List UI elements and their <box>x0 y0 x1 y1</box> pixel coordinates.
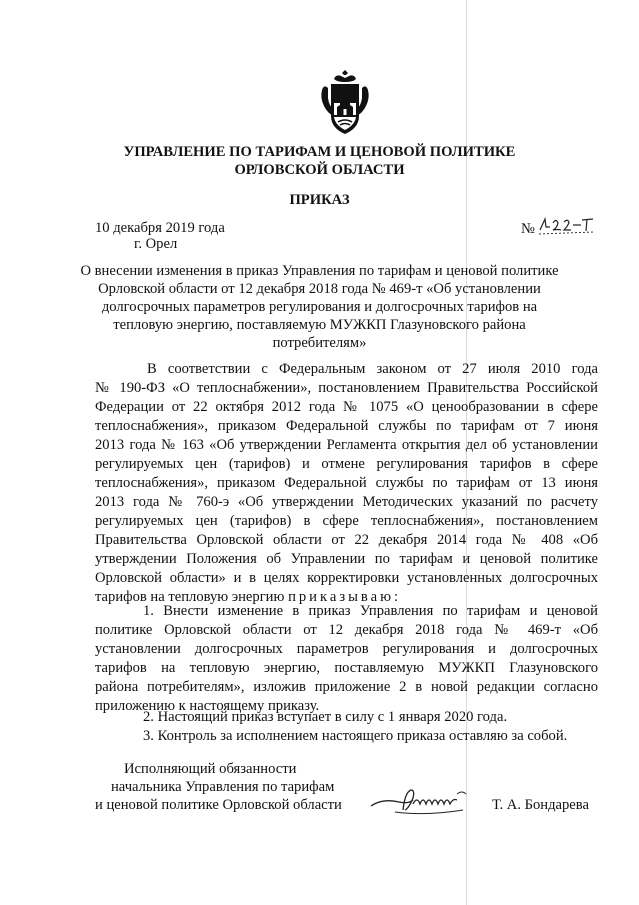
signatory-title-line3: и ценовой политике Орловской области <box>95 797 342 813</box>
preamble-line: Орловской области» и в целях корректировки установленных долгосрочных <box>95 570 598 586</box>
item-1-line: политике Орловской области от 12 декабря 2018 года № 469-т «Об <box>95 622 598 638</box>
doc-number <box>537 214 595 236</box>
preamble-line: регулируемых цен (тарифов) в сфере теплоснабжения», постановлением <box>95 513 598 529</box>
preamble-paragraph <box>95 360 598 607</box>
preamble-line: теплоснабжения», приказом Федеральной службы по тарифам от 13 июня <box>95 475 598 491</box>
preamble-line: регулируемых цен (тарифов) и отмене регулирования тарифов в сфере <box>95 456 598 472</box>
doc-date: 10 декабря 2019 года <box>95 220 225 236</box>
preamble-line: теплоснабжения», приказом Федеральной службы по тарифам от 7 июня <box>95 418 598 434</box>
preamble-line: 2013 года № 760-э «Об утверждении Методических указаний по расчету <box>95 494 598 510</box>
preamble-line: В соответствии с Федеральным законом от 27 июля 2010 года <box>147 361 598 377</box>
item-1-line: приложению к настоящему приказу. <box>95 698 320 714</box>
title-line-2: Орловской области от 12 декабря 2018 года № 469-т «Об установлении <box>98 281 541 297</box>
handwritten-signature <box>367 780 487 820</box>
preamble-line: Правительства Орловской области от 22 декабря 2014 года № 408 «Об <box>95 532 598 548</box>
item-1-paragraph <box>95 602 598 716</box>
title-line-5: потребителям» <box>272 335 367 351</box>
item-1-line: установлении долгосрочных параметров регулирования и долгосрочных <box>95 641 598 657</box>
signatory-name: Т. А. Бондарева <box>492 797 589 813</box>
doc-city: г. Орел <box>134 236 178 252</box>
doc-type-heading: ПРИКАЗ <box>289 192 350 208</box>
title-line-3: долгосрочных параметров регулирования и долгосрочных тарифов на <box>101 299 538 315</box>
signatory-title-line1: Исполняющий обязанности <box>124 761 297 777</box>
preamble-last-text: тарифов на тепловую энергию <box>95 589 285 605</box>
doc-number-prefix: № <box>521 221 535 237</box>
title-line-4: тепловую энергию, поставляемую МУЖКП Глазуновского района <box>113 317 526 333</box>
preamble-line: 2013 года № 163 «Об утверждении Регламента открытия дел об установлении <box>95 437 598 453</box>
org-name-line2: ОРЛОВСКОЙ ОБЛАСТИ <box>234 162 405 178</box>
item-1-line: района потребителям», изложив приложение 2 в новой редакции согласно <box>95 679 598 695</box>
preamble-line: Федерации от 22 октября 2012 года № 1075 «О ценообразовании в сфере <box>95 399 598 415</box>
signatory-title-line2: начальника Управления по тарифам <box>111 779 335 795</box>
title-line-1: О внесении изменения в приказ Управления по тарифам и ценовой политике <box>80 263 559 279</box>
preamble-line: утверждении Положения об Управлении по тарифам и ценовой политике <box>95 551 598 567</box>
coat-of-arms-emblem <box>320 70 370 136</box>
order-word: приказываю: <box>288 589 402 605</box>
item-1-line: тарифов на тепловую энергию, поставляемую МУЖКП Глазуновского <box>95 660 598 676</box>
preamble-line: № 190-ФЗ «О теплоснабжении», постановлением Правительства Российской <box>95 380 598 396</box>
org-name-line1: УПРАВЛЕНИЕ ПО ТАРИФАМ И ЦЕНОВОЙ ПОЛИТИКЕ <box>123 144 516 160</box>
item-2: 2. Настоящий приказ вступает в силу с 1 января 2020 года. <box>143 709 508 725</box>
item-1-line: 1. Внести изменение в приказ Управления по тарифам и ценовой <box>143 603 598 619</box>
item-3: 3. Контроль за исполнением настоящего приказа оставляю за собой. <box>143 728 568 744</box>
